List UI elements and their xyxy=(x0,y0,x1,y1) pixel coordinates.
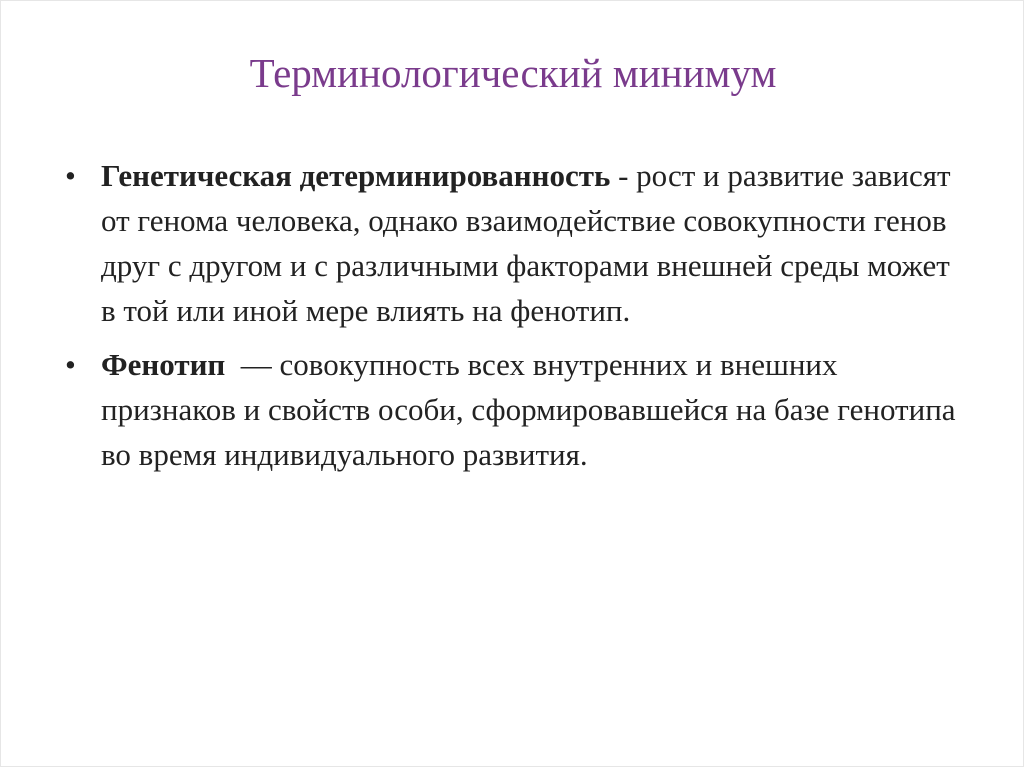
bullet-list xyxy=(65,153,965,486)
bullet-dot-icon: • xyxy=(65,158,76,193)
bullet-item-genetic-determinism xyxy=(65,153,965,333)
term-definition: — совокупность всех внутренних и внешних признаков и свойств особи, сформировавшейся на базе генотипа во время индивидуального развития. xyxy=(101,347,964,472)
bullet-item-phenotype xyxy=(65,342,965,477)
term-definition: - рост и развитие зависят от генома человека, однако взаимодействие совокупности генов друг с другом и с различными факторами внешней среды может в той или иной мере влиять на фенотип. xyxy=(101,158,951,328)
term-label: Генетическая детерминированность xyxy=(101,158,611,193)
slide-title: Терминологический минимум xyxy=(249,50,777,96)
bullet-dot-icon: • xyxy=(65,347,76,382)
term-label: Фенотип xyxy=(101,347,226,382)
